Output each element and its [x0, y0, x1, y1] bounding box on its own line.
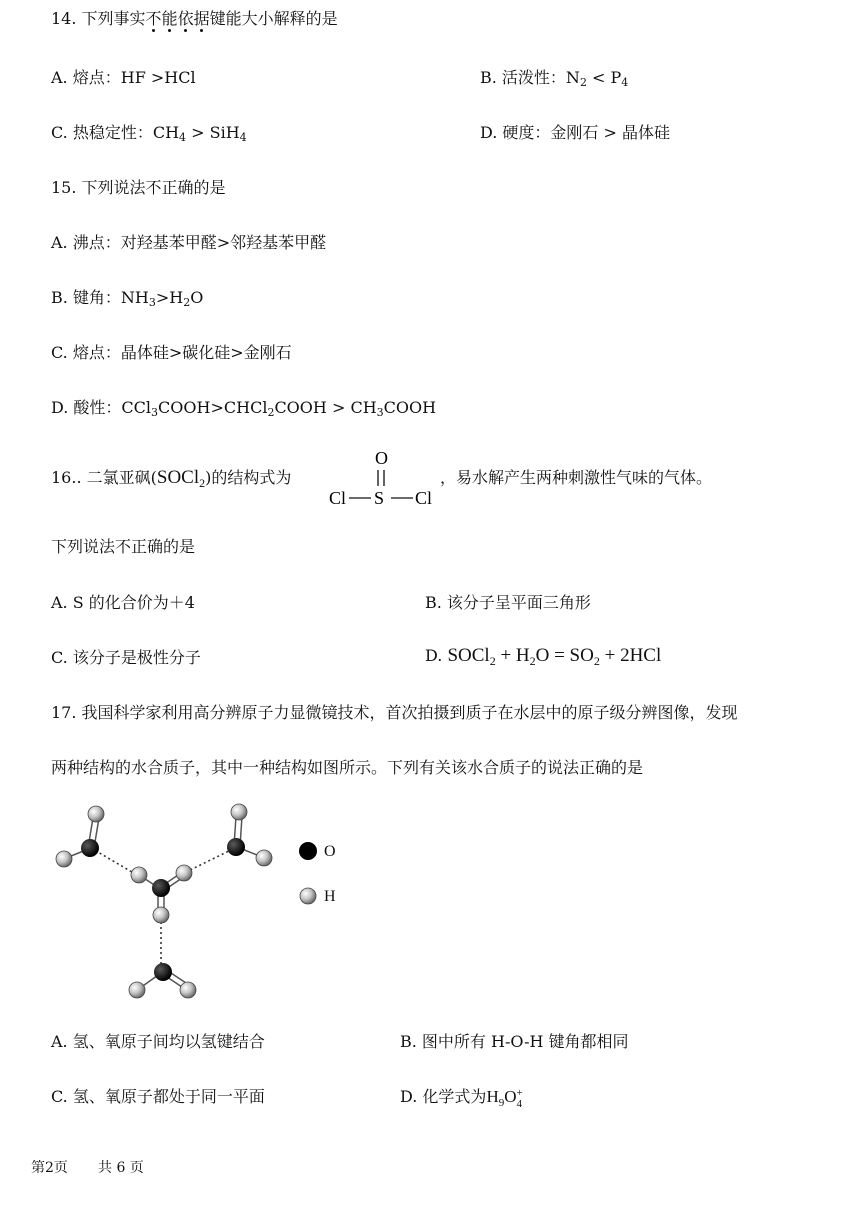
- q15-option-c: C. 熔点：晶体硅>碳化硅>金刚石: [51, 343, 292, 362]
- socl2-formula: SOCl$_2$: [156, 467, 206, 490]
- legend-oxygen-icon: [297, 840, 319, 862]
- legend-hydrogen-label: H: [324, 888, 336, 905]
- emphasis-char: 据: [194, 9, 210, 28]
- structure-s-label: S: [374, 488, 385, 508]
- q14-stem: 14. 下列事实不 能 依 据 键能大小解释的是: [51, 8, 338, 30]
- q15-option-a: A. 沸点：对羟基苯甲醛>邻羟基苯甲醛: [51, 233, 327, 252]
- legend-oxygen-label: O: [324, 843, 336, 860]
- q17-option-c: C. 氢、氧原子都处于同一平面: [51, 1087, 265, 1106]
- q16-option-d: D. SOCl$_2$ + $H_2O = SO_2 + 2HCl$: [425, 645, 662, 668]
- q14-option-c: C. 热稳定性：$CH_4 > SiH_4$: [51, 123, 247, 144]
- q15-option-b: B. 键角：$NH_3>H_2O$: [51, 288, 204, 309]
- legend-hydrogen-icon: [297, 885, 319, 907]
- q17-option-d: D. 化学式为H9O + 4: [400, 1087, 523, 1110]
- hydrolysis-equation: SOCl$_2$ + $H_2O = SO_2 + 2HCl$: [447, 645, 662, 668]
- structure-cl-left-label: Cl: [329, 488, 347, 508]
- q16-option-c: C. 该分子是极性分子: [51, 648, 201, 667]
- q16-option-a: A. S 的化合价为＋4: [51, 593, 195, 612]
- q17-stem-line1: 17. 我国科学家利用高分辨原子力显微镜技术，首次拍摄到质子在水层中的原子级分辨图像，发现: [51, 703, 738, 722]
- q16-stem-left: 16.. 二氯亚砜(SOCl$_2$)的结构式为: [51, 467, 292, 490]
- structure-o-label: O: [375, 448, 388, 468]
- q16-stem2: 下列说法不正确的是: [51, 537, 196, 556]
- socl2-structure: [327, 446, 437, 510]
- hydrated-proton-formula: H9O + 4: [486, 1087, 523, 1110]
- total-pages: 共 6 页: [98, 1160, 144, 1176]
- q16-stem-right: ，易水解产生两种刺激性气味的气体。: [440, 468, 713, 487]
- q14-option-b: B. 活泼性：$N_2 < P_4$: [480, 68, 629, 89]
- q17-option-b: B. 图中所有 H-O-H 键角都相同: [400, 1032, 629, 1051]
- q15-stem: 15. 下列说法不正确的是: [51, 178, 226, 197]
- page-number: 第2页: [31, 1160, 68, 1176]
- emphasis-char: 能: [162, 9, 178, 28]
- q14-option-a: A. 熔点：HF >HCl: [51, 68, 196, 87]
- structure-cl-right-label: Cl: [415, 488, 433, 508]
- q16-option-b: B. 该分子呈平面三角形: [425, 593, 591, 612]
- q17-option-a: A. 氢、氧原子间均以氢键结合: [51, 1032, 265, 1051]
- emphasis-char: 依: [178, 9, 194, 28]
- q17-stem-line2: 两种结构的水合质子，其中一种结构如图所示。下列有关该水合质子的说法正确的是: [51, 758, 644, 777]
- q15-option-d: D. 酸性：CCl$_3$COOH>CHCl$_2$COOH > $CH_3COOH$: [51, 398, 437, 419]
- q14-option-d: D. 硬度：金刚石 > 晶体硅: [480, 123, 671, 142]
- emphasis-char: 不: [146, 9, 162, 28]
